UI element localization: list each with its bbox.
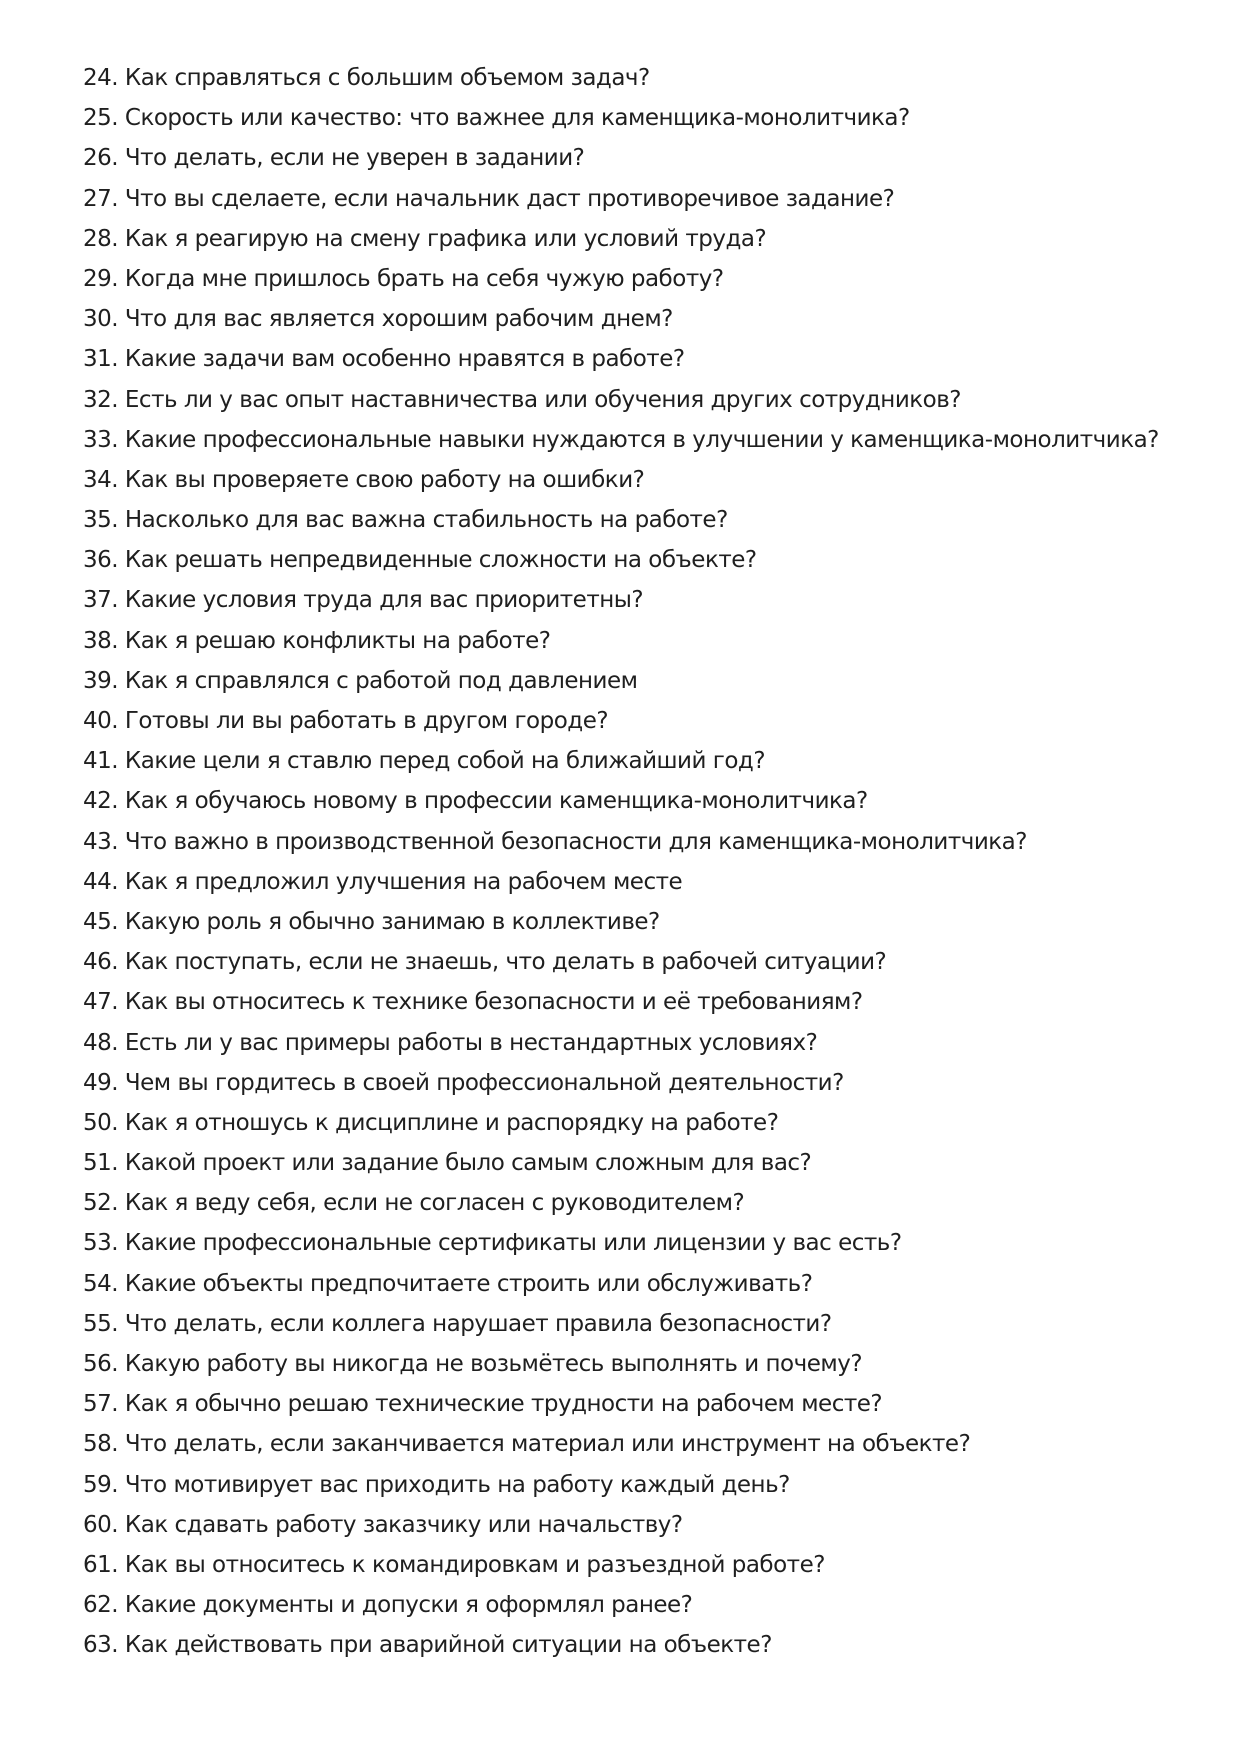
question-number: 48. — [83, 1029, 119, 1056]
question-text: Какой проект или задание было самым сложным для вас? — [124, 1150, 812, 1177]
question-text: Как я обычно решаю технические трудности на рабочем месте? — [124, 1391, 883, 1418]
question-number: 55. — [83, 1310, 119, 1337]
question-text: Когда мне пришлось брать на себя чужую работу? — [124, 265, 724, 292]
list-item — [83, 299, 1183, 339]
question-text: Какие документы и допуски я оформлял ранее? — [124, 1592, 693, 1619]
question-number: 56. — [83, 1351, 119, 1377]
question-number: 46. — [83, 949, 119, 976]
question-number: 62. — [83, 1592, 119, 1619]
list-item — [83, 460, 1183, 500]
question-text: Как я реагирую на смену графика или условий труда? — [124, 225, 767, 252]
question-text: Какие цели я ставлю перед собой на ближайший год? — [124, 748, 766, 775]
question-text: Как я обучаюсь новому в профессии каменщика-монолитчика? — [124, 788, 868, 815]
list-item — [83, 98, 1183, 138]
list-item — [83, 1384, 1183, 1424]
question-number: 37. — [83, 587, 119, 614]
question-text: Что вы сделаете, если начальник даст противоречивое задание? — [124, 185, 895, 212]
question-text: Какие задачи вам особенно нравятся в работе? — [124, 346, 685, 373]
list-item — [83, 1063, 1183, 1103]
list-item — [83, 540, 1183, 580]
question-number: 34. — [83, 466, 119, 493]
question-text: Как я справлялся с работой под давлением — [124, 667, 638, 694]
question-number: 29. — [83, 265, 119, 292]
list-item — [83, 500, 1183, 540]
question-number: 61. — [83, 1551, 119, 1578]
list-item — [83, 380, 1183, 420]
question-text: Как я отношусь к дисциплине и распорядку на работе? — [124, 1109, 779, 1136]
question-text: Как вы относитесь к командировкам и разъездной работе? — [124, 1551, 825, 1578]
list-item — [83, 982, 1183, 1022]
question-text: Как вы относитесь к технике безопасности и её требованиям? — [124, 989, 863, 1016]
list-item — [83, 259, 1183, 299]
list-item — [83, 862, 1183, 902]
question-text: Чем вы гордитесь в своей профессиональной деятельности? — [124, 1069, 844, 1096]
question-text: Скорость или качество: что важнее для каменщика-монолитчика? — [124, 105, 910, 132]
question-number: 31. — [83, 346, 119, 373]
question-text: Что мотивирует вас приходить на работу каждый день? — [124, 1471, 790, 1498]
question-text: Как поступать, если не знаешь, что делать в рабочей ситуации? — [124, 949, 887, 976]
question-text: Что делать, если не уверен в задании? — [124, 145, 585, 172]
list-item — [83, 1264, 1183, 1304]
list-item — [83, 138, 1183, 178]
question-text: Есть ли у вас примеры работы в нестандартных условиях? — [124, 1029, 818, 1056]
question-number: 45. — [83, 908, 119, 935]
question-text: Какие объекты предпочитаете строить или обслуживать? — [124, 1270, 813, 1297]
question-number: 33. — [83, 426, 119, 453]
question-number: 25. — [83, 105, 119, 132]
list-item — [83, 1183, 1183, 1223]
question-number: 39. — [83, 667, 119, 694]
question-number: 58. — [83, 1431, 119, 1458]
question-text: Насколько для вас важна стабильность на работе? — [124, 507, 728, 534]
list-item — [83, 219, 1183, 259]
question-text: Что делать, если коллега нарушает правила безопасности? — [124, 1310, 832, 1337]
list-item — [83, 621, 1183, 661]
list-item — [83, 741, 1183, 781]
question-number: 59. — [83, 1471, 119, 1498]
question-number: 47. — [83, 989, 119, 1016]
question-text: Как решать непредвиденные сложности на объекте? — [124, 547, 757, 574]
question-number: 27. — [83, 185, 119, 212]
question-number: 38. — [83, 627, 119, 654]
list-item — [83, 1625, 1183, 1665]
question-number: 35. — [83, 507, 119, 534]
question-number: 51. — [83, 1150, 119, 1177]
question-number: 26. — [83, 145, 119, 172]
question-text: Как я решаю конфликты на работе? — [124, 627, 551, 654]
list-item — [83, 179, 1183, 219]
question-number: 28. — [83, 225, 119, 252]
question-number: 50. — [83, 1109, 119, 1136]
list-item — [83, 1223, 1183, 1263]
question-number: 60. — [83, 1511, 119, 1538]
list-item — [83, 1424, 1183, 1464]
list-item — [83, 1344, 1183, 1384]
list-item — [83, 1465, 1183, 1505]
list-item — [83, 1143, 1183, 1183]
question-text: Как сдавать работу заказчику или начальству? — [124, 1511, 683, 1538]
list-item — [83, 1505, 1183, 1545]
question-number: 36. — [83, 547, 119, 574]
question-number: 49. — [83, 1069, 119, 1096]
question-text: Как я веду себя, если не согласен с руководителем? — [124, 1190, 745, 1217]
question-text: Как справляться с большим объемом задач? — [124, 65, 650, 91]
list-item — [83, 339, 1183, 379]
question-text: Какую роль я обычно занимаю в коллективе? — [124, 908, 660, 935]
list-item — [83, 942, 1183, 982]
question-text: Что для вас является хорошим рабочим днем? — [124, 306, 673, 333]
question-number: 53. — [83, 1230, 119, 1257]
question-text: Что важно в производственной безопасности для каменщика-монолитчика? — [124, 828, 1027, 855]
list-item — [83, 1023, 1183, 1063]
question-text: Что делать, если заканчивается материал или инструмент на объекте? — [124, 1431, 971, 1458]
question-text: Есть ли у вас опыт наставничества или обучения других сотрудников? — [124, 386, 962, 413]
question-text: Как вы проверяете свою работу на ошибки? — [124, 466, 645, 493]
list-item — [83, 1545, 1183, 1585]
question-number: 44. — [83, 868, 119, 895]
question-number: 43. — [83, 828, 119, 855]
question-number: 52. — [83, 1190, 119, 1217]
question-text: Как действовать при аварийной ситуации на объекте? — [124, 1632, 772, 1659]
list-item — [83, 822, 1183, 862]
list-item — [83, 701, 1183, 741]
question-text: Как я предложил улучшения на рабочем месте — [124, 868, 683, 895]
question-number: 57. — [83, 1391, 119, 1418]
question-text: Какие профессиональные сертификаты или лицензии у вас есть? — [124, 1230, 902, 1257]
question-number: 63. — [83, 1632, 119, 1659]
question-number: 40. — [83, 708, 119, 734]
question-number: 42. — [83, 788, 119, 815]
question-text: Какие профессиональные навыки нуждаются в улучшении у каменщика-монолитчика? — [124, 426, 1159, 453]
question-number: 54. — [83, 1270, 119, 1297]
list-item — [83, 580, 1183, 620]
question-text: Какие условия труда для вас приоритетны? — [124, 587, 644, 614]
question-number: 30. — [83, 306, 119, 333]
list-item — [83, 1103, 1183, 1143]
question-number: 32. — [83, 386, 119, 413]
question-number: 24. — [83, 65, 119, 91]
list-item — [83, 58, 1183, 98]
question-list — [83, 58, 1183, 1666]
list-item — [83, 661, 1183, 701]
list-item — [83, 1304, 1183, 1344]
question-text: Готовы ли вы работать в другом городе? — [124, 708, 609, 734]
question-number: 41. — [83, 748, 119, 775]
list-item — [83, 1585, 1183, 1625]
question-text: Какую работу вы никогда не возьмётесь выполнять и почему? — [124, 1351, 863, 1377]
list-item — [83, 902, 1183, 942]
list-item — [83, 420, 1183, 460]
list-item — [83, 781, 1183, 821]
